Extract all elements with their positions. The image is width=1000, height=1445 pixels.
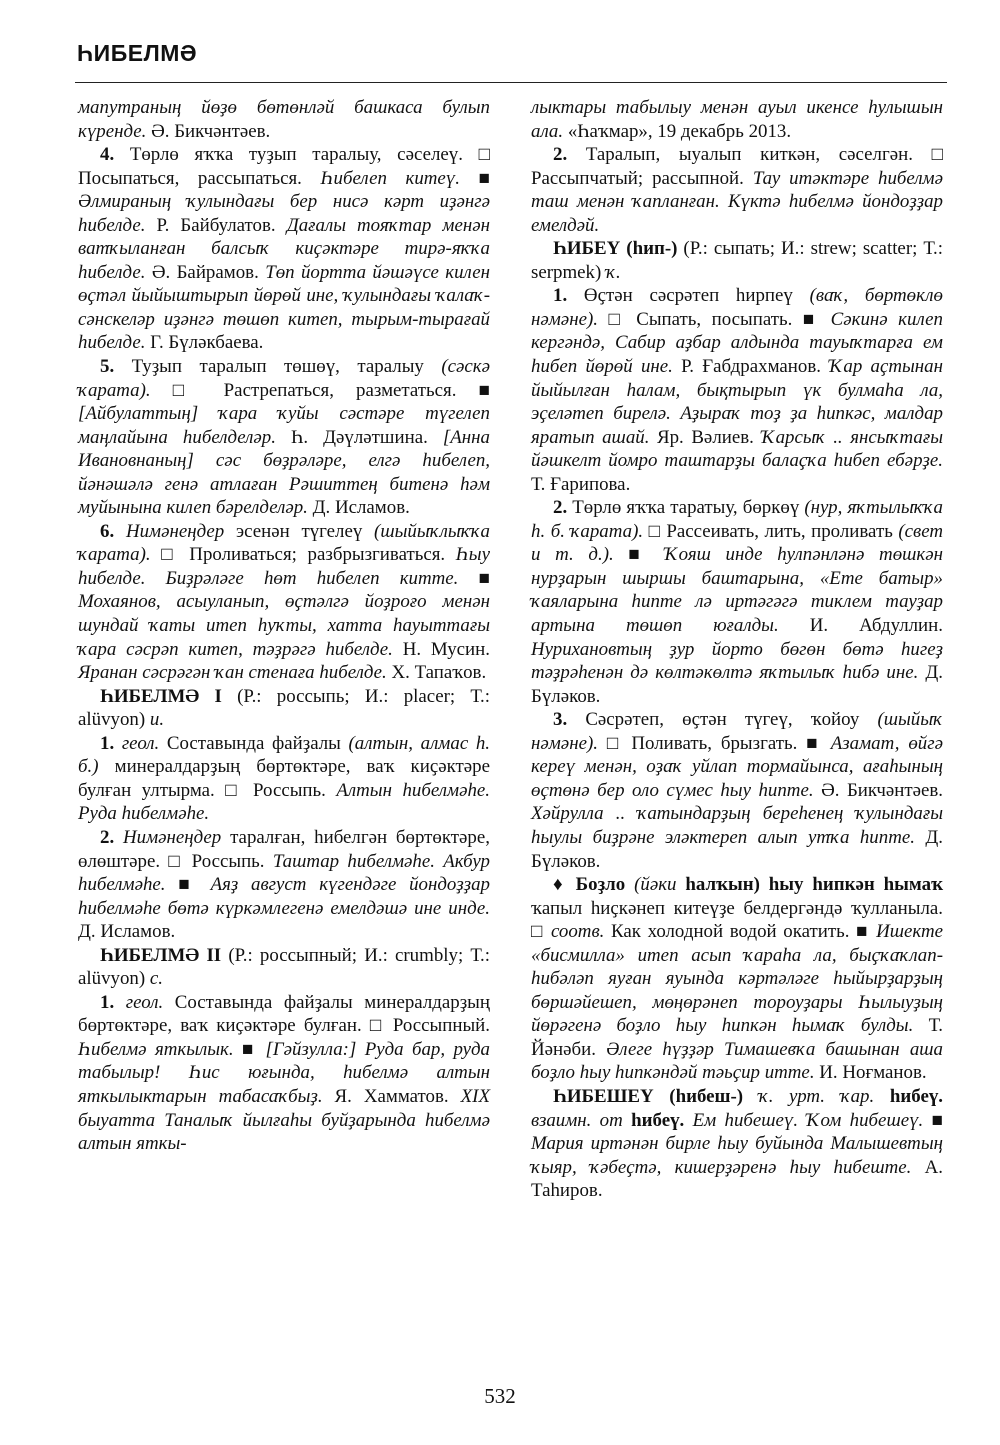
dictionary-paragraph: ҺИБЕҮ (һип-) (Р.: сыпать; И.: strew; scatter; Т.: serpmek) ҡ.	[531, 238, 943, 283]
left-column	[78, 96, 490, 1156]
right-column	[531, 96, 943, 1203]
dictionary-paragraph: 2. Таралып, ыуалып киткән, сәселгән. □ Рассыпчатый; рассыпной. Тау итәктәре һибелмә таш менән ҡапланған. Күктә һибелмә йондоҙҙар емелдәй.	[531, 144, 943, 236]
dictionary-paragraph: ҺИБЕЛМӘ I (Р.: россыпь; И.: placer; Т.: alüvyon) и.	[78, 685, 490, 731]
dictionary-paragraph: 2. Төрлө яҡҡа таратыу, бөркөү (нур, яҡтылыҡҡа һ. б. ҡарата). □ Рассеивать, лить, проливать (свет и т. д.). ■ Ҡояш инде һулпәнләнә төшкән нурҙарын шыршы баштарына, «Ете батыр» ҡаяларына һипте лә иртәгәгә тиклем тауҙар артына төшөп юғалды. И. Абдуллин. Нурихановтың ҙур йорто бөгөн бөтә һигеҙ тәҙрәһенән дә көлтәкөлтә яҡтылыҡ һибә ине. Д. Бүләков.	[531, 497, 944, 707]
dictionary-paragraph: ҺИБЕШЕҮ (һибеш-) ҡ. урт. ҡар. һибеү. взаимн. от һибеү. Ем һибешеү. Ҡом һибешеү. ■ Мария иртәнән бирле һыу буйында Малышевтың ҡыяр, ҡәбеҫтә, кишерҙәренә һыу һибеште. А. Таһиров.	[531, 1085, 944, 1202]
dictionary-paragraph: 5. Туҙып таралып төшөү, таралыу (сәскә ҡарата). □ Растрепаться, разметаться. ■ [Айбулаттың] ҡара ҡуйы сәстәре түгелеп маңлайына һибелделәр. Һ. Дәүләтшина. [Анна Ивановнаның] сәс бөҙрәләре, елгә һибелеп, йәнәшәлә генә атлаған Рәшиттең битенә һәм муйынына килеп бәрелделәр. Д. Исламов.	[78, 356, 490, 519]
page-number: 532	[484, 1384, 516, 1408]
dictionary-paragraph: 2. Нимәнеңдер таралған, һибелгән бөртөктәре, өлөштәре. □ Россыпь. Таштар һибелмәһе. Акбур һибелмәһе. ■ Аяҙ август күгендәге йондоҙҙар һибелмәһе бөтә күркәмлегенә емелдәшә ине инде. Д. Исламов.	[78, 826, 490, 943]
running-header: ҺИБЕЛМӘ	[77, 40, 198, 66]
dictionary-paragraph: 1. геол. Составында файҙалы минералдарҙың бөртөктәре, ваҡ киҫәктәре булған. □ Россыпный. Һибелмә яткылык. ■ [Гәйзулла:] Руда бар, руда табылыр! Һис юғында, һибелмә алтын яткылыктарын табасаҡбыҙ. Я. Хамматов. XIX быуатта Таналыҡ йылғаһы буйҙарында һибелмә алтын яткы-	[78, 991, 490, 1155]
dictionary-paragraph: 6. Нимәнеңдер эсенән түгелеү (шыйыҡлыҡҡа ҡарата). □ Проливаться; разбрызгиваться. Һыу һибелде. Биҙрәләге һөт һибелеп китте. ■ Мохаянов, асыуланып, өҫтәлгә йоҙроғо менән шундай ҡаты итеп һуҡты, хатта һауыттағы ҡара сәсрәп китеп, тәҙрәгә һибелде. Н. Мусин. Яранан сәсрәгән ҡан стенаға һибелде. Х. Тапаҡов.	[78, 520, 490, 684]
dictionary-paragraph: 4. Төрлө яҡҡа туҙып таралыу, сәселеү. □ Посыпаться, рассыпаться. Һибелеп китеү. ■ Әлмираның ҡулындағы бер нисә кәрт иҙәнгә һибелде. Р. Байбулатов. Дағалы тояҡтар менән ватҡыланған балсыҡ киҫәктәре тирә-яҡҡа һибелде. Ә. Байрамов. Төп йортта йәшәүсе килен өҫтәл йыйыштырып йөрөй ине, ҡулындағы ҡалаҡ-сәнскеләр иҙәнгә төшөп китеп, тырым-тырағай һибелде. Г. Бүләкбаева.	[78, 144, 490, 354]
dictionary-paragraph: мапутраның йөҙө бөтөнләй башкаса булып күренде. Ә. Бикчәнтәев.	[78, 97, 490, 142]
dictionary-paragraph: 1. Өҫтән сәсрәтеп һирпеү (ваҡ, бөртөклө нәмәне). □ Сыпать, посыпать. ■ Сәкинә килеп кергәндә, Сабир аҙбар алдында тауыҡтарға ем һибеп йөрөй ине. Р. Ғабдрахманов. Ҡар аҫтынан йыйылған һалам, бықтырып үк булмаһа ла, эҫеләтеп бирелә. Аҙыраҡ тоҙ ҙа һипкәс, малдар яратып ашай. Яр. Вәлиев. Ҡарсыҡ .. янсыҡтағы йәшкелт йомро таштарҙы балаҫҡа һибеп ебәрҙе. Т. Ғарипова.	[531, 285, 943, 495]
header-rule	[75, 82, 947, 83]
dictionary-paragraph: ҺИБЕЛМӘ II (Р.: россыпный; И.: crumbly; Т.: alüvyon) с.	[78, 944, 491, 990]
dictionary-paragraph: ♦ Боҙло (йәки һалҡын) һыу һипкән һымаҡ ҡапыл һиҫкәнеп китеүҙе белдергәндә ҡулланыла. □ соотв. Как холодной водой окатить. ■ Ишекте «бисмилла» итеп асып ҡараһа ла, быҫҡаҡлап-һибәләп яуған яуында кәртәләге һыйырҙарҙың бөршәйешеп, мөңөрәнеп тороуҙары Һылыуҙың йөрәгенә боҙло һыу һипкән һымаҡ булды. Т. Йәнәби. Әлеге һүҙҙәр Тимашевҡа башынан аша боҙло һыу һипкәндәй тәьҫир итте. И. Ноғманов.	[531, 874, 944, 1084]
dictionary-paragraph: 3. Сәсрәтеп, өҫтән түгеү, ҡойоу (шыйыҡ нәмәне). □ Поливать, брызгать. ■ Азамат, өйгә кереү менән, оҙаҡ уйлап тормайынса, ағаһының өҫтөнә бер оло сүмес һыу һипте. Ә. Бикчәнтәев. Хәйрулла .. ҡатындарҙың береһенең ҡулындағы һыулы биҙрәне эләктереп алып утҡа һипте. Д. Бүләков.	[531, 709, 944, 872]
dictionary-paragraph: лыктары табылыу менән ауыл икенсе һулышын ала. «Һаҡмар», 19 декабрь 2013.	[531, 97, 943, 142]
dictionary-paragraph: 1. геол. Составында файҙалы (алтын, алмас һ. б.) минералдарҙың бөртөктәре, ваҡ киҫәктәре булған ултырма. □ Россыпь. Алтын һибелмәһе. Руда һибелмәһе.	[78, 732, 491, 825]
